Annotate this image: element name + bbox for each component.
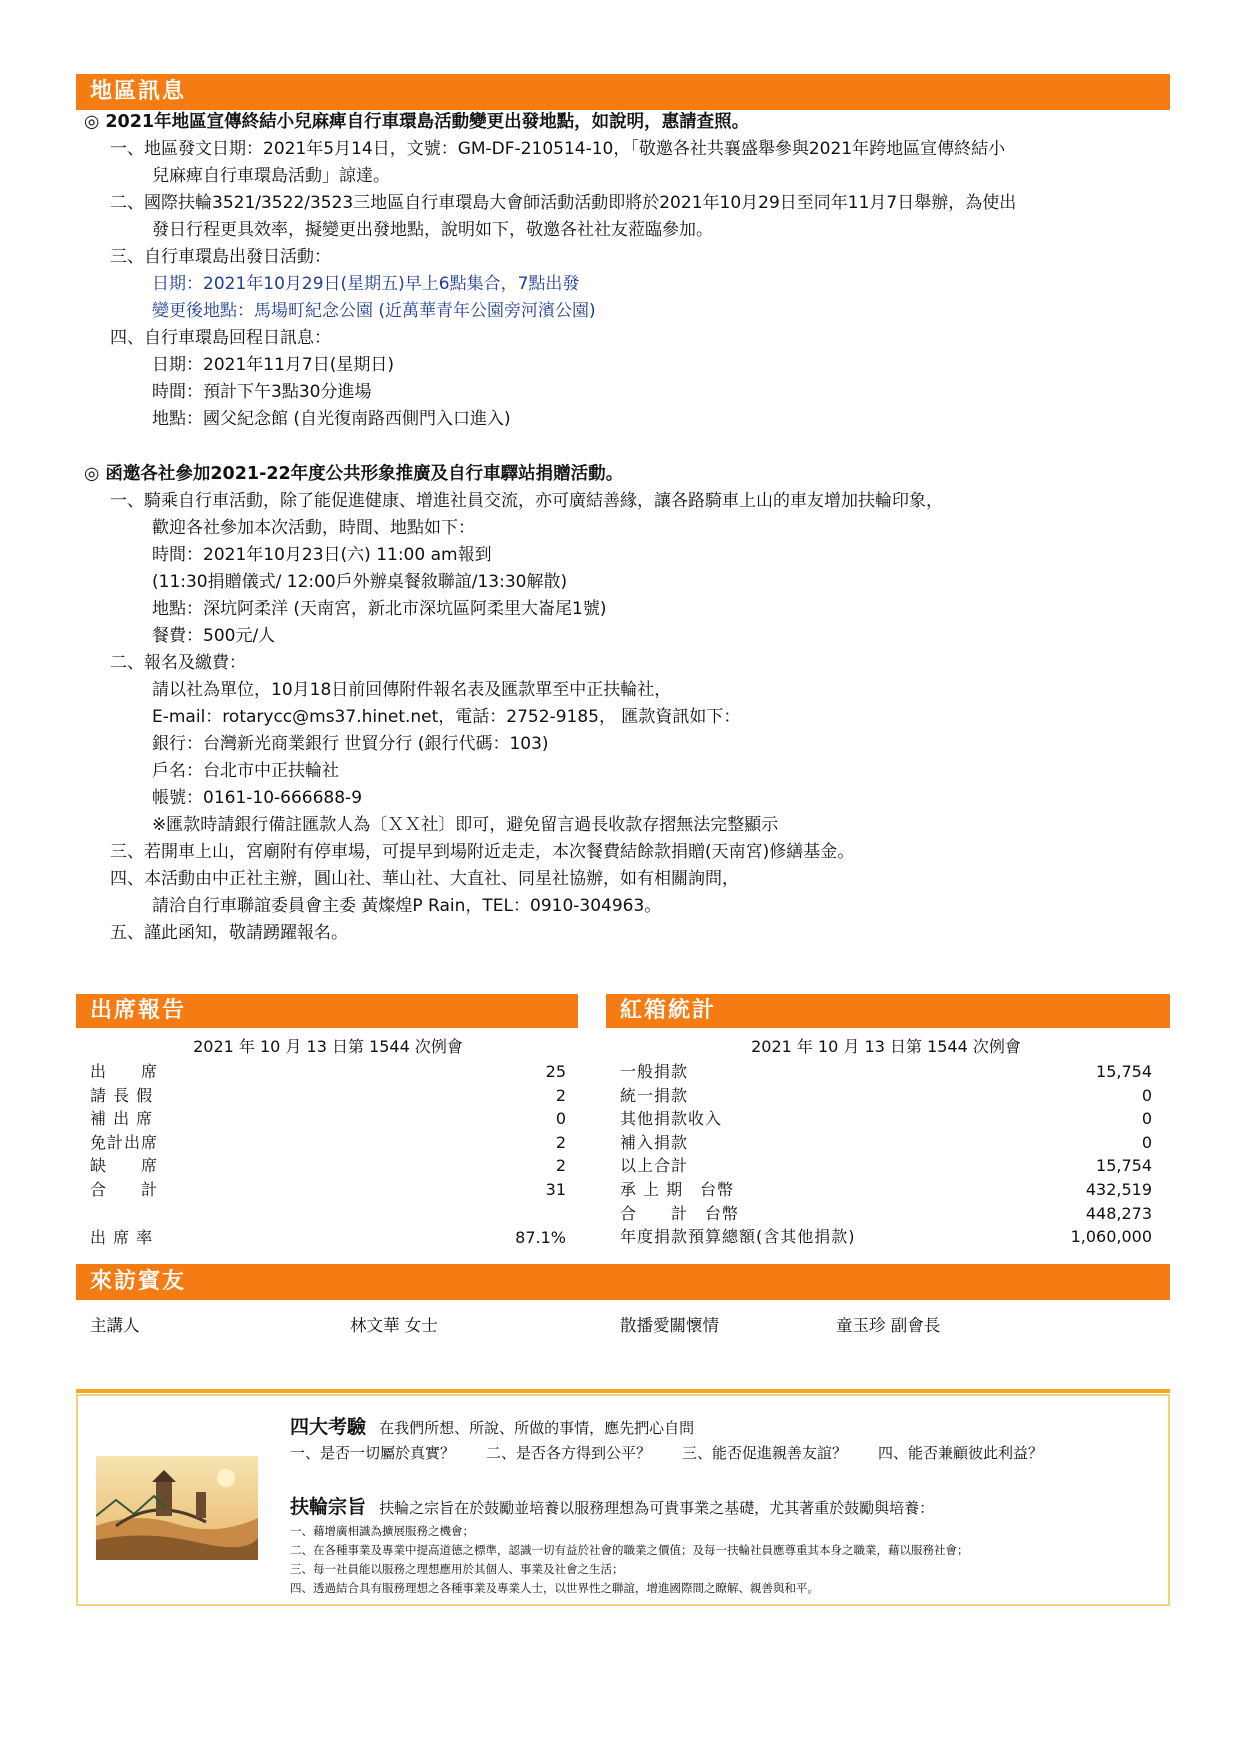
text-line: 四、本活動由中正社主辦，圓山社、華山社、大直社、同星社協辦，如有相關詢問， bbox=[110, 869, 739, 889]
stat-value: 15,754 bbox=[1096, 1062, 1152, 1081]
stat-value: 0 bbox=[1141, 1085, 1152, 1105]
stat-label: 請 長 假 bbox=[90, 1085, 154, 1105]
stat-value: 0 bbox=[1141, 1109, 1152, 1129]
text-line: 一、地區發文日期：2021年5月14日，文號：GM-DF-210514-10，「敬邀各社共襄盛舉參與2021年跨地區宣傳終結小 bbox=[110, 139, 1006, 159]
text-line: 請以社為單位，10月18日前回傳附件報名表及匯款單至中正扶輪社， bbox=[152, 680, 672, 700]
rotary-aim-item: 三、每一社員能以服務之理想應用於其個人、事業及社會之生活； bbox=[290, 1562, 624, 1576]
rotary-aim-title-row bbox=[290, 1492, 934, 1519]
four-way-test-item: 一、是否一切屬於真實？ bbox=[290, 1444, 456, 1462]
stat-row bbox=[620, 1225, 1152, 1249]
four-way-test-item: 三、能否促進親善友誼？ bbox=[682, 1444, 848, 1462]
text-line: 兒麻痺自行車環島活動」諒達。 bbox=[152, 166, 390, 186]
stat-label: 缺 席 bbox=[90, 1156, 159, 1176]
bike-event-heading: ◎ 函邀各社參加2021-22年度公共形象推廣及自行車驛站捐贈活動。 bbox=[84, 464, 624, 484]
donation-report bbox=[620, 1034, 1152, 1249]
stat-row bbox=[620, 1131, 1152, 1155]
text-line: 三、若開車上山，宮廟附有停車場，可提早到場附近走走，本次餐費結餘款捐贈(天南宮)修繕基金。 bbox=[110, 842, 855, 862]
text-line: 餐費：500元/人 bbox=[152, 626, 276, 646]
donation-title: 紅箱統計 bbox=[620, 998, 717, 1023]
stat-label: 以上合計 bbox=[620, 1156, 689, 1176]
stat-label: 一般捐款 bbox=[620, 1062, 689, 1081]
stat-row bbox=[620, 1107, 1152, 1131]
text-line: ※匯款時請銀行備註匯款人為〔ＸＸ社〕即可，避免留言過長收款存摺無法完整顯示 bbox=[152, 815, 779, 835]
stat-label: 補入捐款 bbox=[620, 1132, 689, 1152]
attendance-report bbox=[90, 1034, 566, 1249]
visitor-name-1: 林文華 女士 bbox=[350, 1316, 438, 1335]
donation-header bbox=[606, 994, 1170, 1028]
stat-label: 承 上 期 台幣 bbox=[620, 1179, 735, 1199]
attendance-rate-row bbox=[90, 1226, 566, 1250]
text-line: 二、國際扶輪3521/3522/3523三地區自行車環島大會師活動活動即將於2021年10月29日至同年11月7日舉辦，為使出 bbox=[110, 193, 1017, 213]
bike-event-section bbox=[84, 460, 1174, 947]
text-line: 時間：2021年10月23日(六) 11:00 am報到 bbox=[152, 545, 492, 565]
rotary-aim-item: 二、在各種事業及專業中提高道德之標準，認識一切有益於社會的職業之價值；及每一扶輪社員應尊重其本身之職業，藉以服務社會； bbox=[290, 1543, 969, 1557]
four-way-test-subtitle: 在我們所想、所說、所做的事情，應先捫心自問 bbox=[379, 1419, 695, 1437]
stat-value: 31 bbox=[545, 1179, 566, 1199]
stat-row bbox=[620, 1154, 1152, 1178]
text-line: 銀行：台灣新光商業銀行 世貿分行 (銀行代碼：103) bbox=[152, 734, 549, 754]
text-line: 帳號：0161-10-666688-9 bbox=[152, 788, 363, 808]
landscape-illustration-icon bbox=[96, 1456, 258, 1560]
text-line: 二、報名及繳費： bbox=[110, 653, 246, 673]
region-news-section bbox=[84, 108, 1174, 433]
stat-row bbox=[620, 1060, 1152, 1084]
stat-label: 年度捐款預算總額(含其他捐款) bbox=[620, 1227, 856, 1247]
rotary-footer-box bbox=[76, 1394, 1170, 1606]
attendance-date: 2021 年 10 月 13 日第 1544 次例會 bbox=[193, 1037, 463, 1056]
stat-row bbox=[90, 1178, 566, 1202]
text-line: 變更後地點：馬場町紀念公園 (近萬華青年公園旁河濱公園) bbox=[152, 301, 596, 321]
stat-label: 統一捐款 bbox=[620, 1085, 689, 1105]
visitor-role-1: 主講人 bbox=[90, 1316, 140, 1335]
stat-value: 0 bbox=[555, 1109, 566, 1129]
stat-row bbox=[90, 1084, 566, 1108]
stat-label: 補 出 席 bbox=[90, 1109, 154, 1129]
region-news-title: 地區訊息 bbox=[90, 79, 187, 104]
footer-divider bbox=[76, 1389, 1170, 1393]
stat-row bbox=[620, 1178, 1152, 1202]
attendance-rate-label: 出 席 率 bbox=[90, 1227, 154, 1247]
stat-row bbox=[620, 1084, 1152, 1108]
four-way-test-title: 四大考驗 bbox=[290, 1416, 367, 1438]
stat-value: 448,273 bbox=[1085, 1203, 1152, 1223]
text-line: 四、自行車環島回程日訊息： bbox=[110, 328, 331, 348]
stat-row bbox=[90, 1060, 566, 1084]
attendance-title: 出席報告 bbox=[90, 998, 187, 1023]
text-line: 地點：國父紀念館 (自光復南路西側門入口進入) bbox=[152, 409, 511, 429]
rotary-aim-item: 一、藉增廣相識為擴展服務之機會； bbox=[290, 1524, 474, 1538]
bike-event-lines bbox=[84, 488, 1174, 947]
text-line: 發日行程更具效率，擬變更出發地點，說明如下，敬邀各社社友蒞臨參加。 bbox=[152, 220, 713, 240]
four-way-test-item: 四、能否兼顧彼此利益？ bbox=[878, 1444, 1044, 1462]
stat-row bbox=[620, 1202, 1152, 1226]
stat-value: 1,060,000 bbox=[1070, 1227, 1152, 1247]
stat-label: 免計出席 bbox=[90, 1132, 159, 1152]
stat-row bbox=[90, 1131, 566, 1155]
region-news-heading: ◎ 2021年地區宣傳終結小兒麻痺自行車環島活動變更出發地點，如說明，惠請查照。 bbox=[84, 112, 750, 132]
visitor-role-2: 散播愛關懷情 bbox=[620, 1316, 719, 1335]
stat-value: 2 bbox=[555, 1132, 566, 1152]
stat-row bbox=[90, 1154, 566, 1178]
rotary-aim-item: 四、透過結合具有服務理想之各種事業及專業人士，以世界性之聯誼，增進國際間之瞭解、親善與和平。 bbox=[290, 1581, 819, 1595]
region-news-header bbox=[76, 74, 1170, 110]
text-line: 歡迎各社參加本次活動，時間、地點如下： bbox=[152, 518, 475, 538]
text-line: 時間：預計下午3點30分進場 bbox=[152, 382, 372, 402]
attendance-rate-value: 87.1% bbox=[515, 1227, 566, 1247]
four-way-test-item: 二、是否各方得到公平？ bbox=[486, 1444, 652, 1462]
text-line: 日期：2021年11月7日(星期日) bbox=[152, 355, 394, 375]
stat-value: 432,519 bbox=[1085, 1179, 1152, 1199]
donation-rows bbox=[620, 1060, 1152, 1249]
attendance-header bbox=[76, 994, 578, 1028]
text-line: 戶名：台北市中正扶輪社 bbox=[152, 761, 339, 781]
stat-label: 合 計 台幣 bbox=[620, 1203, 740, 1223]
donation-date: 2021 年 10 月 13 日第 1544 次例會 bbox=[751, 1037, 1021, 1056]
text-line: E-mail：rotarycc@ms37.hinet.net，電話：2752-9185， 匯款資訊如下： bbox=[152, 707, 741, 727]
rotary-aim-subtitle: 扶輪之宗旨在於鼓勵並培養以服務理想為可貴事業之基礎，尤其著重於鼓勵與培養： bbox=[379, 1499, 935, 1517]
visitor-name-2: 童玉珍 副會長 bbox=[836, 1316, 941, 1335]
stat-value: 2 bbox=[555, 1156, 566, 1176]
region-news-lines bbox=[84, 136, 1174, 433]
text-line: (11:30捐贈儀式/ 12:00戶外辦桌餐敘聯誼/13:30解散) bbox=[152, 572, 568, 592]
rotary-aim-items bbox=[290, 1522, 969, 1598]
text-line: 一、騎乘自行車活動，除了能促進健康、增進社員交流，亦可廣結善緣，讓各路騎車上山的車友增加扶輪印象， bbox=[110, 491, 943, 511]
rotary-aim-title: 扶輪宗旨 bbox=[290, 1496, 367, 1518]
stat-value: 0 bbox=[1141, 1132, 1152, 1152]
text-line: 日期：2021年10月29日(星期五)早上6點集合，7點出發 bbox=[152, 274, 580, 294]
visitors-header bbox=[76, 1264, 1170, 1300]
visitors-title: 來訪賓友 bbox=[90, 1269, 187, 1294]
four-way-test-items bbox=[290, 1442, 1043, 1463]
text-line: 三、自行車環島出發日活動： bbox=[110, 247, 331, 267]
attendance-rows bbox=[90, 1060, 566, 1202]
stat-value: 2 bbox=[555, 1085, 566, 1105]
text-line: 五、謹此函知，敬請踴躍報名。 bbox=[110, 923, 348, 943]
stat-label: 出 席 bbox=[90, 1062, 159, 1081]
text-line: 地點：深坑阿柔洋 (天南宮，新北市深坑區阿柔里大崙尾1號) bbox=[152, 599, 607, 619]
stat-value: 25 bbox=[545, 1062, 566, 1081]
stat-row bbox=[90, 1107, 566, 1131]
text-line: 請洽自行車聯誼委員會主委 黃燦煌P Rain，TEL：0910-304963。 bbox=[152, 896, 662, 916]
stat-value: 15,754 bbox=[1096, 1156, 1152, 1176]
stat-label: 合 計 bbox=[90, 1179, 159, 1199]
stat-label: 其他捐款收入 bbox=[620, 1109, 723, 1129]
four-way-test-title-row bbox=[290, 1412, 694, 1439]
